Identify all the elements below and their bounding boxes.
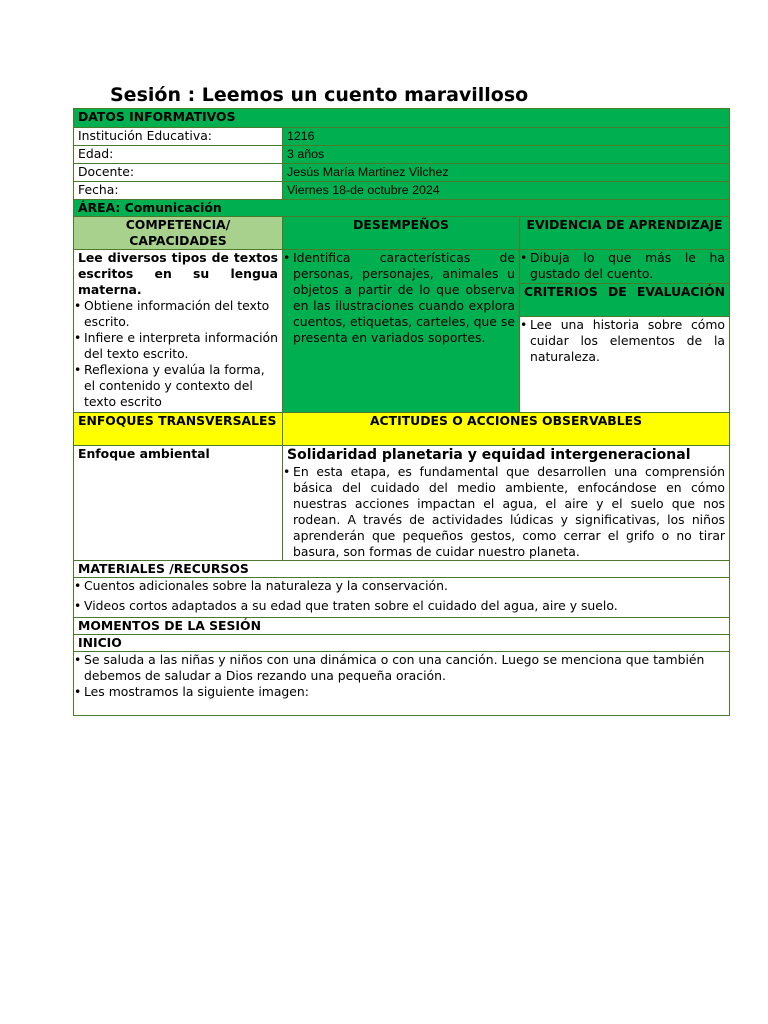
materiales-header: MATERIALES /RECURSOS	[74, 561, 730, 578]
evidencia-item: • Dibuja lo que más le ha gustado del cuento.	[524, 250, 725, 282]
docente-label: Docente:	[74, 164, 283, 182]
fecha-label: Fecha:	[74, 182, 283, 200]
criterio-item: • Lee una historia sobre cómo cuidar los elementos de la naturaleza.	[524, 317, 725, 365]
session-title: Sesión : Leemos un cuento maravilloso	[110, 84, 529, 106]
inicio-cell	[74, 652, 730, 716]
desempeno-cell	[283, 250, 520, 413]
institucion-value: 1216	[283, 128, 730, 146]
material-item: • Videos cortos adaptados a su edad que traten sobre el cuidado del agua, aire y suelo.	[78, 598, 725, 614]
capacidad-item: • Infiere e interpreta información del texto escrito.	[78, 330, 278, 362]
enfoque-ambiental: Enfoque ambiental	[74, 446, 283, 561]
material-item: • Cuentos adicionales sobre la naturaleza y la conservación.	[78, 578, 725, 594]
inicio-item: • Les mostramos la siguiente imagen:	[78, 684, 725, 700]
momentos-header: MOMENTOS DE LA SESIÓN	[74, 618, 730, 635]
area-row: ÁREA: Comunicación	[74, 200, 730, 217]
session-plan-table	[73, 108, 730, 716]
edad-value: 3 años	[283, 146, 730, 164]
evidencia-header: EVIDENCIA DE APRENDIZAJE	[520, 217, 730, 250]
competencia-main: Lee diversos tipos de textos escritos en su lengua materna.	[78, 250, 278, 297]
datos-informativos-header: DATOS INFORMATIVOS	[74, 109, 730, 128]
fecha-value: Viernes 18-de octubre 2024	[283, 182, 730, 200]
competencia-header: COMPETENCIA/ CAPACIDADES	[74, 217, 283, 250]
materiales-cell	[74, 578, 730, 618]
enfoques-header: ENFOQUES TRANSVERSALES	[74, 413, 283, 446]
institucion-label: Institución Educativa:	[74, 128, 283, 146]
criterios-header: CRITERIOS DE EVALUACIÓN	[520, 284, 730, 317]
criterio-cell	[520, 317, 730, 413]
inicio-header: INICIO	[74, 635, 730, 652]
capacidad-item: • Reflexiona y evalúa la forma, el contenido y contexto del texto escrito	[78, 362, 278, 410]
accion-item: • En esta etapa, es fundamental que desarrollen una comprensión básica del cuidado del medio ambiente, enfocándose en cómo nuestras acciones impactan el agua, el aire y el suelo que nos rodean. A través de actividades lúdicas y significativas, los niños aprenderán que pequeños gestos, como cerrar el grifo o no tirar basura, son formas de cuidar nuestro planeta.	[287, 464, 725, 560]
capacidades-list	[78, 298, 278, 410]
desempenos-header: DESEMPEÑOS	[283, 217, 520, 250]
docente-value: Jesús María Martinez Vilchez	[283, 164, 730, 182]
evidencia-cell	[520, 250, 730, 284]
capacidad-item: • Obtiene información del texto escrito.	[78, 298, 278, 330]
inicio-item: • Se saluda a las niñas y niños con una dinámica o con una canción. Luego se menciona que también debemos de saludar a Dios rezando una pequeña oración.	[78, 652, 725, 684]
competencia-cell	[74, 250, 283, 413]
actitudes-cell	[283, 446, 730, 561]
valor-title: Solidaridad planetaria y equidad intergeneracional	[287, 447, 691, 463]
actitudes-header: ACTITUDES O ACCIONES OBSERVABLES	[283, 413, 730, 446]
edad-label: Edad:	[74, 146, 283, 164]
desempeno-item: • Identifica características de personas, personajes, animales u objetos a partir de lo que observa en las ilustraciones cuando explora cuentos, etiquetas, carteles, que se presenta en variados soportes.	[287, 250, 515, 346]
